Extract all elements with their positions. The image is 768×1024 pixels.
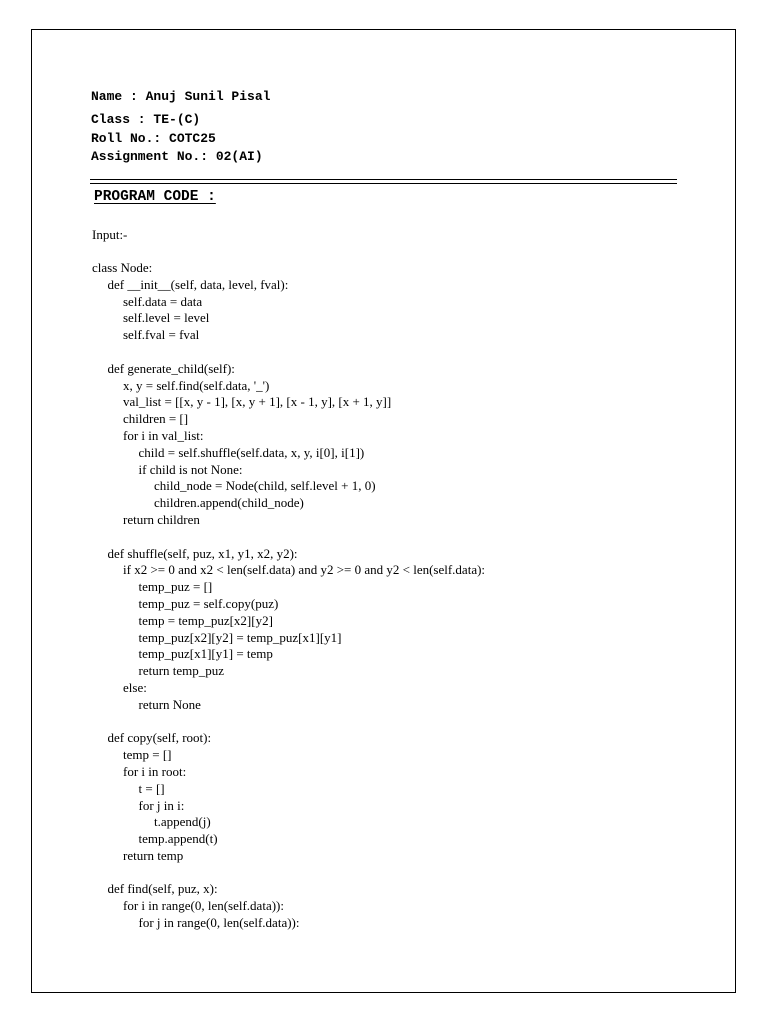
code-line: def find(self, puz, x): bbox=[107, 881, 218, 897]
code-line: if child is not None: bbox=[138, 461, 243, 477]
code-line: return temp_puz bbox=[138, 663, 225, 679]
code-line: for i in val_list: bbox=[123, 427, 204, 443]
code-line: for i in range(0, len(self.data)): bbox=[123, 898, 284, 914]
code-line bbox=[92, 529, 692, 546]
code-line: t = [] bbox=[138, 780, 165, 796]
code-line: temp_puz = self.copy(puz) bbox=[138, 595, 279, 611]
code-line: val_list = [[x, y - 1], [x, y + 1], [x - 1, y], [x + 1, y]] bbox=[123, 394, 392, 410]
code-line: child_node = Node(child, self.level + 1, 0) bbox=[154, 478, 376, 494]
code-line: return children bbox=[123, 511, 200, 527]
code-line: if x2 >= 0 and x2 < len(self.data) and y2 >= 0 and y2 < len(self.data): bbox=[123, 562, 486, 578]
code-line: child = self.shuffle(self.data, x, y, i[0], i[1]) bbox=[138, 444, 365, 460]
code-line: temp = temp_puz[x2][y2] bbox=[138, 612, 273, 628]
code-line: self.fval = fval bbox=[123, 327, 200, 343]
code-line: x, y = self.find(self.data, '_') bbox=[123, 377, 270, 393]
code-line: def __init__(self, data, level, fval): bbox=[107, 276, 289, 292]
input-label: Input:- bbox=[92, 227, 128, 242]
code-line bbox=[92, 714, 692, 731]
assignment-number: Assignment No.: 02(AI) bbox=[91, 149, 263, 164]
code-line: return temp bbox=[123, 847, 184, 863]
student-class: Class : TE-(C) bbox=[91, 112, 201, 127]
code-line: return None bbox=[138, 696, 201, 712]
code-line bbox=[92, 344, 692, 361]
program-code-heading: PROGRAM CODE : bbox=[94, 189, 216, 205]
code-line: self.level = level bbox=[123, 310, 210, 326]
code-line: for i in root: bbox=[123, 763, 187, 779]
double-divider bbox=[90, 179, 677, 184]
code-line: t.append(j) bbox=[154, 814, 211, 830]
code-line: self.data = data bbox=[123, 293, 203, 309]
code-line: def generate_child(self): bbox=[107, 360, 235, 376]
code-line: temp = [] bbox=[123, 747, 172, 763]
code-line: def shuffle(self, puz, x1, y1, x2, y2): bbox=[107, 545, 298, 561]
code-line: temp_puz[x1][y1] = temp bbox=[138, 646, 273, 662]
code-line: children = [] bbox=[123, 411, 189, 427]
code-line: def copy(self, root): bbox=[107, 730, 212, 746]
code-line: else: bbox=[123, 679, 147, 695]
code-listing bbox=[92, 260, 692, 932]
student-name: Name : Anuj Sunil Pisal bbox=[91, 89, 271, 104]
code-line: temp_puz[x2][y2] = temp_puz[x1][y1] bbox=[138, 629, 342, 645]
code-line: for j in range(0, len(self.data)): bbox=[138, 915, 300, 931]
code-line: class Node: bbox=[92, 260, 153, 275]
code-line bbox=[92, 865, 692, 882]
code-line: temp.append(t) bbox=[138, 831, 218, 847]
roll-number: Roll No.: COTC25 bbox=[91, 130, 216, 146]
code-line: for j in i: bbox=[138, 797, 185, 813]
code-line: children.append(child_node) bbox=[154, 495, 304, 511]
student-info bbox=[91, 89, 270, 167]
code-line: temp_puz = [] bbox=[138, 579, 213, 595]
